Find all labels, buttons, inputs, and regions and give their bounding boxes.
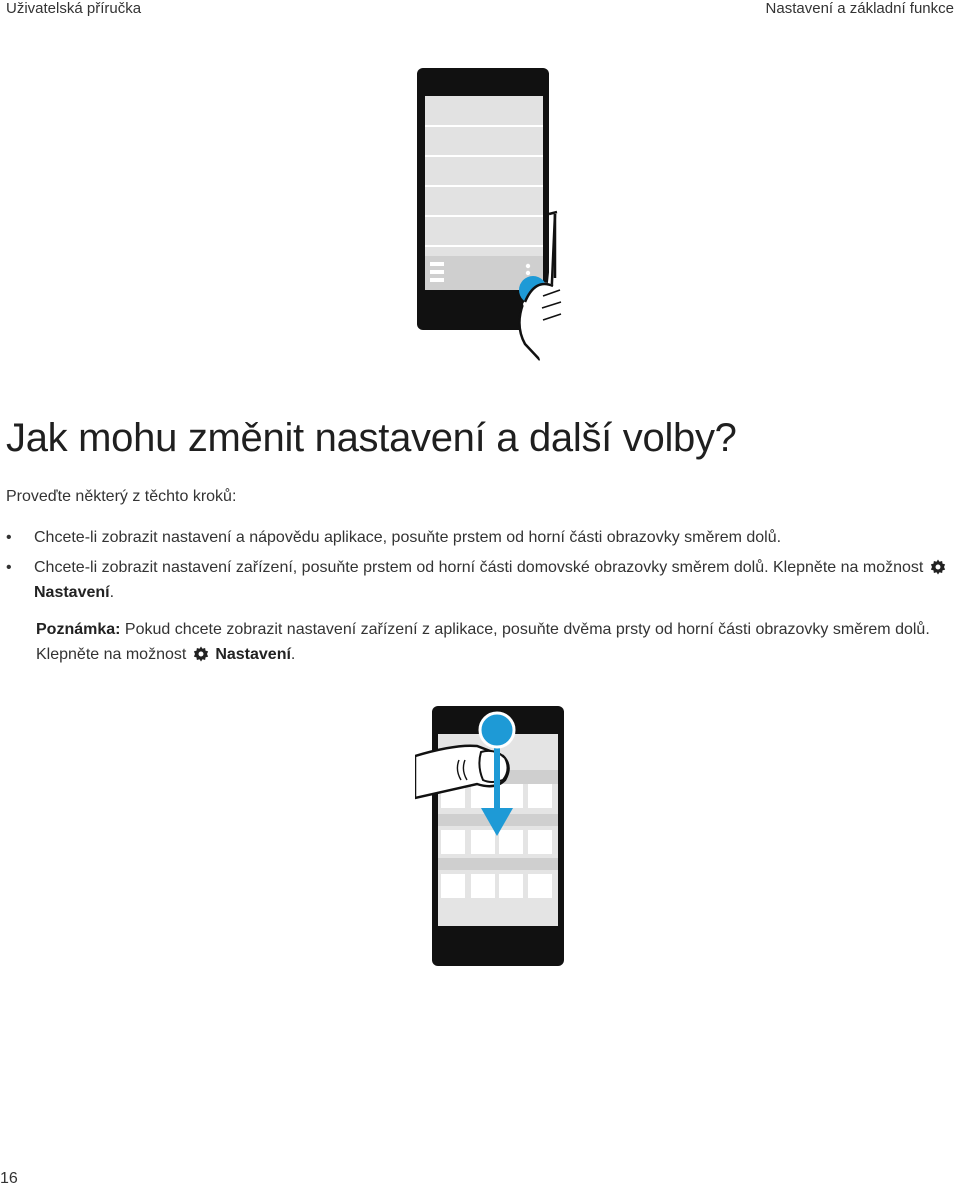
page-title: Jak mohu změnit nastavení a další volby? <box>6 416 737 460</box>
phone-swipe-down-illustration <box>415 700 575 970</box>
settings-link[interactable]: Nastavení <box>215 646 291 663</box>
settings-link[interactable]: Nastavení <box>34 584 110 601</box>
steps-list <box>6 525 956 610</box>
step-text: Chcete-li zobrazit nastavení a nápovědu aplikace, posuňte prstem od horní části obrazovky směrem dolů. <box>34 529 782 546</box>
settings-gear-icon <box>192 645 210 663</box>
settings-gear-icon <box>929 558 947 576</box>
intro-text: Proveďte některý z těchto kroků: <box>6 488 237 505</box>
step-text: Chcete-li zobrazit nastavení zařízení, posuňte prstem od horní části domovské obrazovky směrem dolů. Klepněte na možnost <box>34 559 924 576</box>
list-item: • Chcete-li zobrazit nastavení a nápovědu aplikace, posuňte prstem od horní části obrazovky směrem dolů. <box>6 529 782 546</box>
running-header-right: Nastavení a základní funkce <box>765 0 954 17</box>
note-label: Poznámka: <box>36 621 121 638</box>
phone-tap-menu-illustration <box>405 64 565 364</box>
list-item: • Chcete-li zobrazit nastavení zařízení, posuňte prstem od horní části domovské obrazovky směrem dolů. Klepněte na možnostNastavení. <box>6 555 956 605</box>
note-text: Pokud chcete zobrazit nastavení zařízení z aplikace, posuňte dvěma prsty od horní části obrazovky směrem dolů. Klepněte na možnost <box>36 621 930 663</box>
note-paragraph: Poznámka: Pokud chcete zobrazit nastavení zařízení z aplikace, posuňte dvěma prsty od horní části obrazovky směrem dolů. Klepněte na možnost Nastavení. <box>36 621 930 663</box>
running-header-left: Uživatelská příručka <box>6 0 142 17</box>
menu-icon <box>430 262 444 282</box>
page-number: 16 <box>0 1170 18 1187</box>
